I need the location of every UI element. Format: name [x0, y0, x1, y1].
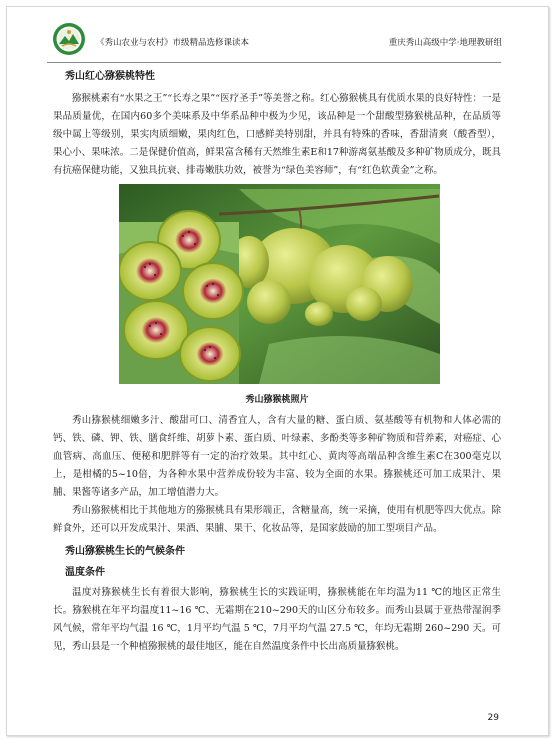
paragraph-advantages: 秀山猕猴桃相比于其他地方的猕猴桃具有果形端正，含糖量高，统一采摘，使用有机肥等四大优点。除鲜食外，还可以开发成果汁、果酒、果脯、果干、化妆品等，是国家鼓励的加工型项目产品。 [53, 505, 501, 534]
header-left-title: 《秀山农业与农村》市级精品选修课读本 [96, 38, 250, 48]
page-header [52, 22, 502, 62]
subheading-temperature: 温度条件 [65, 567, 105, 578]
section-heading-climate: 秀山猕猴桃生长的气候条件 [65, 546, 185, 557]
paragraph-nutrition: 秀山猕猴桃细嫩多汁、酸甜可口、清香宜人，含有大量的糖、蛋白质、氨基酸等有机物和人体必需的钙、铁、磷、钾、铁、膳食纤维、胡萝卜素、蛋白质、叶绿素、多酚类等多种矿物质和营养素，对癌症、心血管病、高血压、便秘和肥胖等有一定的治疗效果。其中红心、黄肉等高端品种含维生素C在300毫克以上，是柑橘的5~10倍，为各种水果中营养成份较为丰富、较为全面的水果。猕猴桃还可加工成果汁、果脯、果酱等诸多产品，加工增值潜力大。 [53, 415, 501, 498]
school-emblem-icon [52, 22, 86, 56]
kiwi-photo [119, 184, 440, 384]
kiwi-photo-illustration [119, 184, 440, 384]
photo-caption: 秀山猕猴桃照片 [245, 395, 309, 405]
header-divider [47, 62, 501, 63]
paragraph-temperature: 温度对猕猴桃生长有着很大影响，猕猴桃生长的实践证明，猕猴桃能在年均温为11 ℃的地区正常生长。猕猴桃在年平均温度11~16 ℃、无霜期在210~290天的山区分布较多。而秀山县属于亚热带湿润季风气候，常年平均气温 16 ℃，1月平均气温 5 ℃，7月平均气温 27.5 ℃，年均无霜期 260~290 天。可见，秀山县是一个种植猕猴桃的最佳地区，能在自然温度条件中长出高质量猕猴桃。 [53, 587, 501, 652]
paragraph-characteristics: 猕猴桃素有“水果之王”“长寿之果”“医疗圣手”等美誉之称。红心猕猴桃具有优质水果的良好特性：一是果品质量优，在国内60多个美味系及中华系品种中极为少见，该品种是一个甜酸型猕猴桃品种，在品质等级中属上等级别，果实肉质细嫩，果肉红色，口感鲜美特别甜，并具有特殊的香味，香甜清爽（酸香型），果心小、果味浓。二是保健价值高，鲜果富含稀有天然维生素E和17种游离氨基酸及多种矿物质成分，既具有抗癌保健功能，又独具抗衰、排毒嫩肤功效，被誉为“绿色美容师”，有“红色软黄金”之称。 [53, 93, 501, 176]
page-number: 29 [487, 713, 499, 723]
header-right-title: 重庆秀山高级中学·地理教研组 [388, 38, 502, 48]
page-content [53, 66, 501, 656]
section-heading-characteristics: 秀山红心猕猴桃特性 [65, 71, 155, 82]
